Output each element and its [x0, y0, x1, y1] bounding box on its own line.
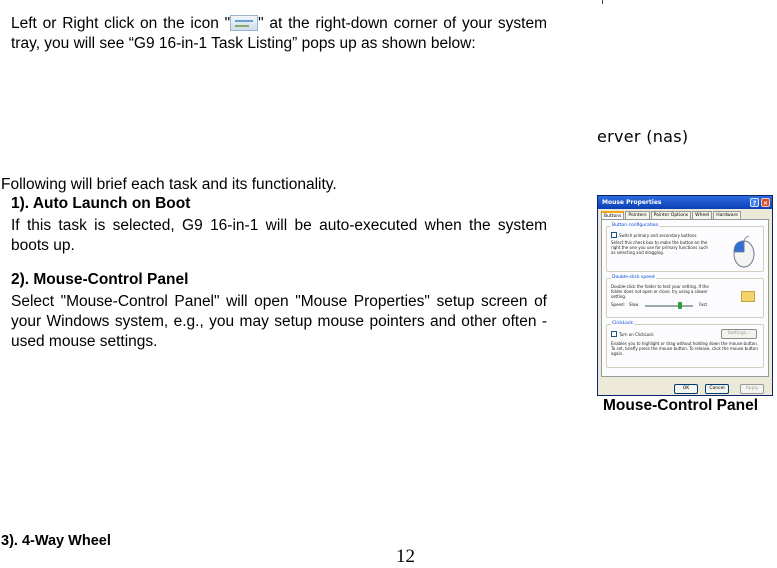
mouse-properties-dialog [597, 195, 773, 396]
dialog-titlebar [598, 196, 772, 209]
edge-tick-mark [602, 0, 603, 4]
figure-caption: Mouse-Control Panel [603, 397, 759, 414]
section-heading-auto-launch: 1). Auto Launch on Boot [11, 195, 191, 212]
clicklock-desc: Enables you to highlight or drag without holding down the mouse button. To set, briefly press the mouse button. To release, click the mouse button again. [611, 341, 759, 356]
cancel-button[interactable]: Cancel [705, 384, 729, 394]
switch-buttons-checkbox[interactable] [611, 232, 617, 238]
dialog-title: Mouse Properties [602, 199, 662, 206]
section-body-mouse-control: Select "Mouse-Control Panel" will open "Mouse Properties" setup screen of your Windows system, e.g., you may setup mouse pointers and other often -used mouse settings. [11, 293, 547, 350]
tab-pointers[interactable]: Pointers [625, 211, 649, 220]
page-number: 12 [396, 546, 415, 567]
speed-fast-label: Fast [699, 302, 708, 307]
clicklock-label: ClickLock [612, 321, 633, 326]
button-configuration-group [606, 223, 764, 272]
buttons-tab-panel [601, 219, 769, 377]
close-button[interactable]: × [762, 200, 769, 207]
double-click-speed-group [606, 275, 764, 318]
switch-buttons-label: Switch primary and secondary buttons [619, 233, 697, 238]
switch-buttons-checkbox-row[interactable] [611, 232, 697, 238]
clicklock-checkbox-row[interactable] [611, 331, 654, 337]
tab-buttons[interactable]: Buttons [601, 211, 624, 220]
server-text-fragment: erver (nas) [597, 127, 689, 146]
tab-hardware[interactable]: Hardware [713, 211, 741, 220]
tab-wheel[interactable]: Wheel [692, 211, 712, 220]
help-button[interactable]: ? [750, 198, 759, 207]
tray-icon [230, 15, 258, 31]
mouse-icon [731, 235, 757, 269]
double-click-speed-label: Double-click speed [612, 275, 655, 280]
speed-slow-label: Slow [629, 302, 639, 307]
following-intro: Following will brief each task and its functionality. [1, 176, 337, 193]
clicklock-checkbox[interactable] [611, 331, 617, 337]
intro-text-after: " at the right-down corner of your system tray, you will see “G9 16-in-1 Task Listing” pops up as shown below: [11, 15, 548, 52]
section-body-auto-launch: If this task is selected, G9 16-in-1 will be auto-executed when the system boots up. [11, 217, 547, 254]
clicklock-checkbox-label: Turn on ClickLock [619, 332, 654, 337]
clicklock-settings-button[interactable]: Settings... [721, 329, 757, 339]
ok-button[interactable]: OK [674, 384, 698, 394]
folder-icon[interactable] [741, 291, 755, 302]
intro-text-before: Left or Right click on the icon " [11, 15, 231, 32]
speed-slider-thumb[interactable] [678, 302, 682, 309]
section-heading-4-way-wheel: 3). 4-Way Wheel [1, 533, 111, 549]
section-heading-mouse-control: 2). Mouse-Control Panel [11, 271, 189, 288]
apply-button[interactable]: Apply [740, 384, 764, 394]
speed-label: Speed: [611, 302, 625, 307]
speed-slider-track[interactable] [645, 305, 693, 307]
double-click-desc: Double-click the folder to test your setting. If the folder does not open or close, try using a slower setting. [611, 284, 709, 299]
tab-pointer-options[interactable]: Pointer Options [651, 211, 692, 220]
button-configuration-desc: Select this check box to make the button on the right the one you use for primary functions such as selecting and dragging. [611, 240, 708, 255]
clicklock-group [606, 321, 764, 368]
button-configuration-label: Button configuration [612, 223, 659, 228]
intro-paragraph [11, 14, 547, 54]
